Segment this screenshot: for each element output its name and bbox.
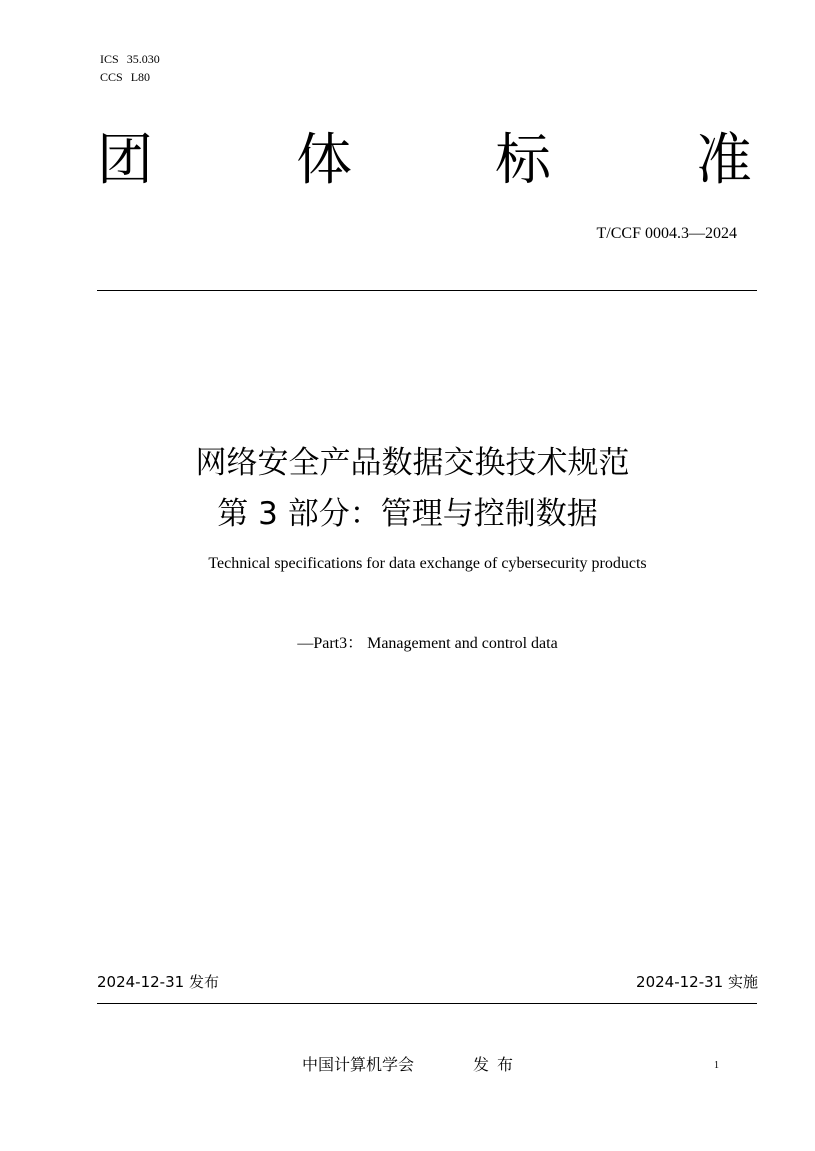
category-char-2: 体 <box>296 128 352 193</box>
implement-date: 2024-12-31 实施 <box>636 973 758 991</box>
ccs-code: L80 <box>130 70 151 84</box>
title-cn-line2: 第 3 部分：管理与控制数据 <box>217 496 598 532</box>
ccs-label: CCS <box>100 70 123 84</box>
ics-label: ICS <box>100 52 119 66</box>
ics-classification <box>100 52 160 66</box>
issuer-organization: 中国计算机学会 <box>302 1055 415 1074</box>
category-char-3: 标 <box>495 128 551 193</box>
title-cn-line1: 网络安全产品数据交换技术规范 <box>195 445 630 481</box>
ccs-classification <box>100 70 150 84</box>
title-en-line1: Technical specifications for data exchange of cybersecurity products <box>208 555 647 572</box>
header-divider <box>97 290 757 291</box>
footer-divider <box>97 1003 757 1004</box>
page-number: 1 <box>714 1060 719 1071</box>
issuer-action: 发布 <box>473 1055 522 1074</box>
publish-date: 2024-12-31 发布 <box>97 973 219 991</box>
category-char-4: 准 <box>696 128 752 193</box>
standard-number: T/CCF 0004.3—2024 <box>596 225 737 242</box>
category-char-1: 团 <box>97 128 153 193</box>
title-en-line2: —Part3： Management and control data <box>297 635 558 652</box>
ics-code: 35.030 <box>126 52 160 66</box>
